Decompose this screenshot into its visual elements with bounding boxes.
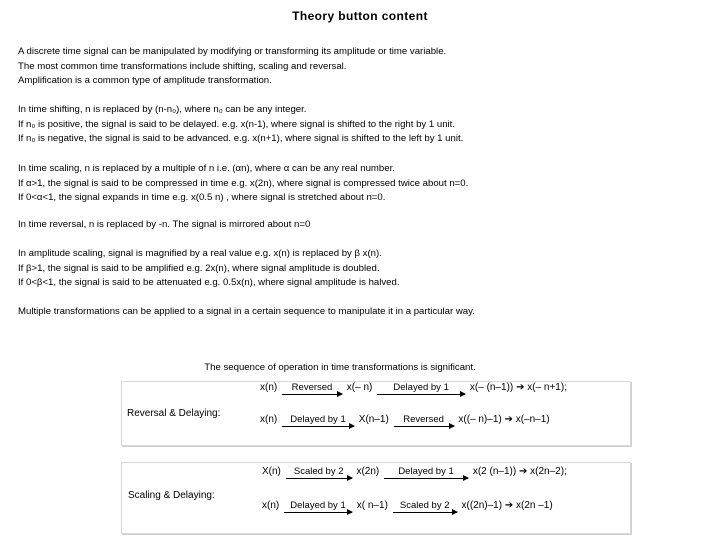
operation-label: Scaled by 2: [399, 500, 450, 511]
expr-final: x(2n–2);: [530, 466, 567, 477]
operation-label: Delayed by 1: [393, 382, 449, 393]
arrow-delayed: [282, 414, 354, 427]
reversal-delaying-row-1: [260, 382, 567, 395]
expr-final: x(– n+1);: [527, 382, 567, 393]
implies-icon: ➔: [518, 466, 528, 477]
implies-icon: ➔: [516, 382, 525, 393]
right-arrow-icon: [394, 426, 454, 427]
right-arrow-icon: [286, 478, 352, 479]
arrow-scaled: [393, 500, 457, 513]
text-line: In time shifting, n is replaced by (n-n₀), where n₀ can be any integer.: [18, 104, 307, 115]
arrow-scaled: [286, 466, 352, 479]
arrow-delayed: [284, 500, 352, 513]
time-reversal-paragraph: [18, 218, 310, 233]
text-line: If β>1, the signal is said to be amplified e.g. 2x(n), where signal amplitude is doubled.: [18, 262, 380, 274]
expr-result: x((– n)–1): [458, 414, 502, 425]
intro-paragraph: [18, 45, 446, 89]
right-arrow-icon: [377, 394, 465, 395]
operation-label: Reversed: [403, 414, 444, 425]
scaling-delaying-row-1: [262, 466, 567, 479]
time-scaling-paragraph: [18, 162, 468, 206]
arrow-reversed: [282, 382, 342, 395]
implies-icon: ➔: [504, 414, 513, 425]
multiple-transformations-paragraph: [18, 305, 475, 320]
time-shifting-paragraph: [18, 103, 463, 147]
sequence-note: The sequence of operation in time transformations is significant.: [204, 362, 476, 373]
text-line: In time reversal, n is replaced by -n. The signal is mirrored about n=0: [18, 219, 311, 230]
text-line: If 0<β<1, the signal is said to be attenuated e.g. 0.5x(n), where signal amplitude is halved.: [18, 277, 400, 288]
reversal-delaying-label: Reversal & Delaying:: [127, 408, 221, 419]
text-line: The most common time transformations include shifting, scaling and reversal.: [18, 60, 347, 72]
text-line: A discrete time signal can be manipulated by modifying or transforming its amplitude or time variable.: [18, 46, 447, 57]
expr-final: x(2n –1): [516, 500, 553, 511]
text-line: Amplification is a common type of amplitude transformation.: [18, 75, 272, 86]
expr-start: x(n): [262, 500, 280, 511]
arrow-reversed: [394, 414, 454, 427]
implies-icon: ➔: [504, 500, 514, 511]
operation-label: Scaled by 2: [293, 466, 344, 477]
operation-label: Delayed by 1: [290, 414, 346, 425]
right-arrow-icon: [284, 512, 352, 513]
expr-mid: x(– n): [346, 382, 373, 393]
text-line: If 0<α<1, the signal expands in time e.g. x(0.5 n) , where signal is stretched about n=0.: [18, 192, 386, 203]
expr-mid: x( n–1): [356, 500, 388, 511]
text-line: In amplitude scaling, signal is magnified by a real value e.g. x(n) is replaced by β x(n).: [18, 248, 382, 259]
expr-mid: x(2n): [356, 466, 380, 477]
expr-result: x(– (n–1)): [469, 382, 514, 393]
text-line: Multiple transformations can be applied to a signal in a certain sequence to manipulate it in a particular way.: [18, 306, 475, 317]
operation-label: Delayed by 1: [398, 466, 454, 477]
page-title: Theory button content: [292, 9, 428, 23]
expr-result: x(2 (n–1)): [472, 466, 517, 477]
expr-start: X(n): [262, 466, 281, 477]
operation-label: Reversed: [291, 382, 333, 393]
expr-mid: X(n–1): [358, 414, 389, 425]
scaling-delaying-row-2: [262, 500, 553, 513]
expr-start: x(n): [260, 382, 278, 393]
right-arrow-icon: [282, 426, 354, 427]
right-arrow-icon: [393, 512, 457, 513]
right-arrow-icon: [384, 478, 468, 479]
text-line: If n₀ is negative, the signal is said to be advanced. e.g. x(n+1), where signal is shifted to the left by 1 unit.: [18, 133, 464, 144]
operation-label: Delayed by 1: [290, 500, 346, 511]
text-line: If α>1, the signal is said to be compressed in time e.g. x(2n), where signal is compressed twice about n=0.: [18, 177, 469, 189]
reversal-delaying-row-2: [260, 414, 550, 427]
arrow-delayed: [384, 466, 468, 479]
expr-start: x(n): [260, 414, 278, 425]
text-line: If n₀ is positive, the signal is said to be delayed. e.g. x(n-1), where signal is shifted to the right by 1 unit.: [18, 118, 455, 130]
expr-final: x(–n–1): [515, 414, 550, 425]
text-line: In time scaling, n is replaced by a multiple of n i.e. (αn), where α can be any real number.: [18, 163, 395, 174]
scaling-delaying-label: Scaling & Delaying:: [128, 490, 215, 501]
expr-result: x((2n)–1): [461, 500, 503, 511]
right-arrow-icon: [282, 394, 342, 395]
amplitude-scaling-paragraph: [18, 247, 400, 291]
arrow-delayed: [377, 382, 465, 395]
